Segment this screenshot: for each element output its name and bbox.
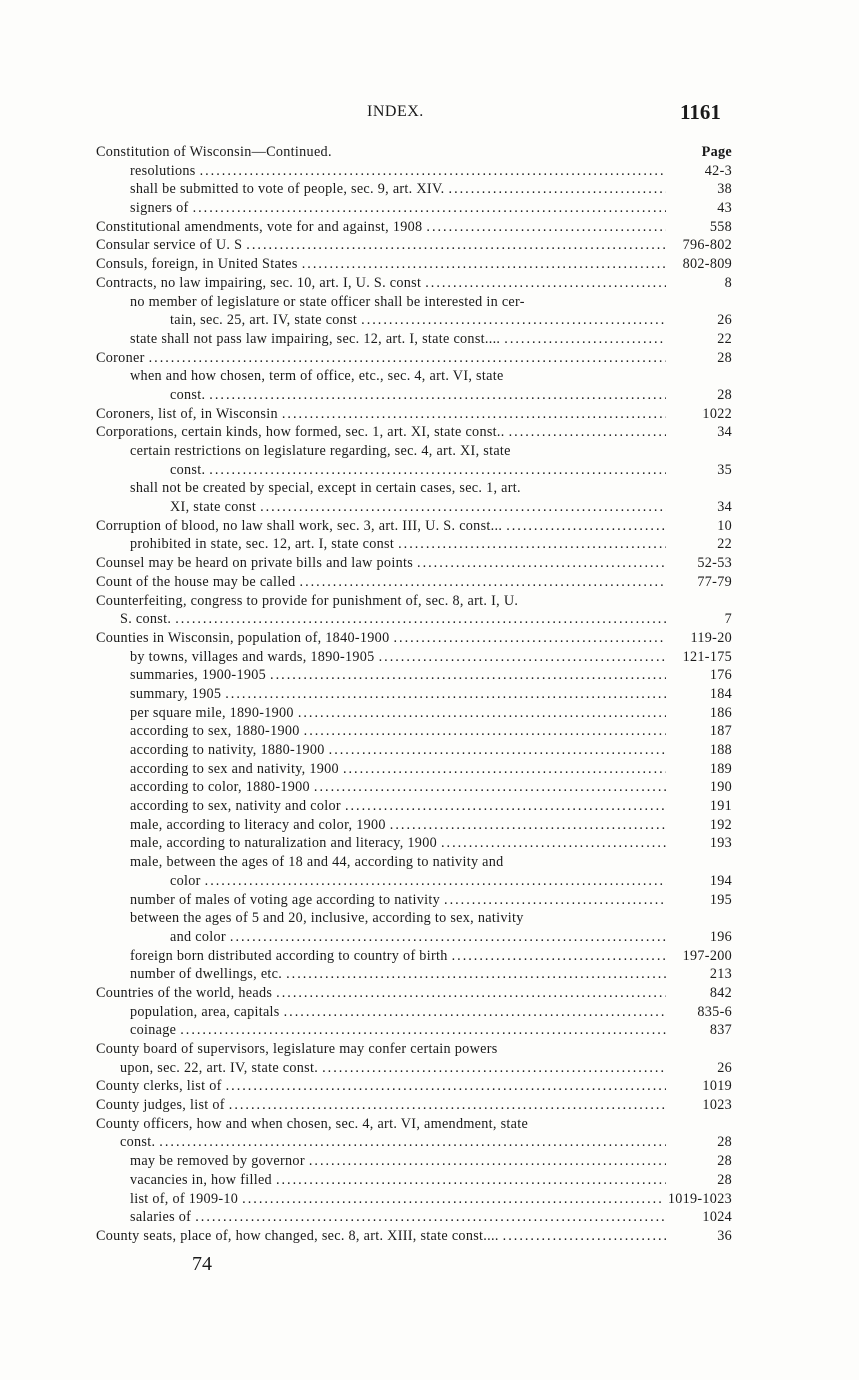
dot-leader: [504, 330, 666, 349]
entry-text: Counterfeiting, congress to provide for punishment of, sec. 8, art. I, U.: [96, 592, 519, 609]
index-entry-line: [96, 442, 732, 461]
entry-page-ref: 26: [717, 1059, 732, 1076]
entry-text: Coroners, list of, in Wisconsin: [96, 405, 278, 422]
dot-leader: [175, 610, 666, 629]
index-entry-line: [96, 1040, 732, 1059]
index-entry: [96, 1171, 732, 1190]
dot-leader: [300, 573, 666, 592]
entry-text: Counsel may be heard on private bills and law points: [96, 555, 414, 572]
entry-text: Constitution of Wisconsin—Continued.: [96, 144, 332, 160]
entry-text: state shall not pass law impairing, sec. 12, art. I, state const....: [130, 330, 501, 347]
index-entry: [96, 274, 732, 293]
index-entry-line: [96, 535, 732, 554]
entry-text: Countries of the world, heads: [96, 984, 273, 1001]
index-entry: [96, 423, 732, 442]
index-entry-line: [96, 367, 732, 386]
index-entry: [96, 535, 732, 554]
index-entry: [96, 947, 732, 966]
entry-text: upon, sec. 22, art. IV, state const.: [120, 1059, 319, 1076]
dot-leader: [270, 666, 666, 685]
entry-text: may be removed by governor: [130, 1153, 305, 1170]
entry-page-ref: 835-6: [697, 1003, 732, 1020]
index-entry-line: [96, 573, 732, 592]
index-entry-line: [96, 778, 732, 797]
index-entry-line: [96, 592, 732, 611]
entry-page-ref: 842: [709, 984, 732, 1001]
dot-leader: [209, 386, 666, 405]
entry-text: Consular service of U. S: [96, 237, 243, 254]
index-entry-line: [96, 947, 732, 966]
entry-page-ref: 184: [709, 685, 732, 702]
entry-text: population, area, capitals: [130, 1003, 280, 1020]
entry-text: per square mile, 1890-1900: [130, 704, 294, 721]
dot-leader: [149, 349, 666, 368]
dot-leader: [209, 461, 666, 480]
entry-page-ref: 34: [717, 499, 732, 516]
index-entry: [96, 573, 732, 592]
index-entry-line: [96, 199, 732, 218]
index-entry: [96, 760, 732, 779]
index-entry-line: [96, 928, 732, 947]
dot-leader: [345, 797, 666, 816]
dot-leader: [441, 834, 666, 853]
entry-text: Contracts, no law impairing, sec. 10, art. I, U. S. const: [96, 274, 422, 291]
dot-leader: [286, 965, 666, 984]
entry-page-ref: 197-200: [682, 947, 732, 964]
entry-text: County judges, list of: [96, 1097, 225, 1114]
index-entry-line: [96, 1152, 732, 1171]
index-entry-line: [96, 797, 732, 816]
entry-text: shall not be created by special, except in certain cases, sec. 1, art.: [130, 480, 521, 497]
entry-text: Consuls, foreign, in United States: [96, 256, 298, 273]
index-entry: [96, 236, 732, 255]
index-entry-line: [96, 909, 732, 928]
entry-page-ref: 43: [717, 200, 732, 217]
index-entry: [96, 442, 732, 479]
entry-page-ref: 28: [717, 1134, 732, 1151]
index-entry: [96, 330, 732, 349]
dot-leader: [159, 1133, 666, 1152]
index-entry-line: [96, 162, 732, 181]
index-entry-line: [96, 648, 732, 667]
index-entry-line: [96, 1171, 732, 1190]
dot-leader: [444, 891, 666, 910]
index-entry: [96, 685, 732, 704]
entry-text: according to sex, 1880-1900: [130, 723, 300, 740]
index-entry-line: [96, 274, 732, 293]
entry-text: Corruption of blood, no law shall work, sec. 3, art. III, U. S. const...: [96, 517, 503, 534]
index-entry: [96, 143, 732, 162]
dot-leader: [229, 1096, 666, 1115]
index-entry: [96, 984, 732, 1003]
entry-page-ref: 192: [709, 816, 732, 833]
signature-mark: 74: [192, 1253, 212, 1275]
dot-leader: [322, 1059, 666, 1078]
dot-leader: [329, 741, 666, 760]
entry-text: vacancies in, how filled: [130, 1171, 272, 1188]
index-entry: [96, 1190, 732, 1209]
dot-leader: [284, 1003, 666, 1022]
entry-page-ref: 22: [717, 330, 732, 347]
index-entry: [96, 722, 732, 741]
index-entry: [96, 629, 732, 648]
index-entry: [96, 1208, 732, 1227]
index-entry: [96, 349, 732, 368]
index-entry: [96, 199, 732, 218]
index-entry: [96, 1040, 732, 1077]
entry-page-ref: 796-802: [682, 237, 732, 254]
entry-text: XI, state const: [170, 499, 257, 516]
entry-page-ref: 194: [709, 872, 732, 889]
entry-page-ref: 188: [709, 742, 732, 758]
index-entry-line: [96, 1208, 732, 1227]
index-entry-line: [96, 498, 732, 517]
dot-leader: [205, 872, 666, 891]
entry-text: signers of: [130, 200, 189, 217]
index-entry-line: [96, 741, 732, 760]
index-entry-line: [96, 1077, 732, 1096]
entry-page-ref: 190: [709, 779, 732, 796]
entry-text: shall be submitted to vote of people, sec. 9, art. XIV.: [130, 181, 445, 198]
entry-page-ref: 196: [709, 928, 732, 945]
entry-text: Coroner: [96, 349, 145, 366]
index-entry-line: [96, 405, 732, 424]
index-entry-line: [96, 180, 732, 199]
index-entry-line: [96, 629, 732, 648]
index-entry-line: [96, 1096, 732, 1115]
index-entry: [96, 891, 732, 910]
index-entry: [96, 592, 732, 629]
dot-leader: [452, 947, 666, 966]
index-entry: [96, 367, 732, 404]
entry-text: by towns, villages and wards, 1890-1905: [130, 648, 375, 665]
entry-page-ref: 28: [717, 349, 732, 366]
entry-text: County clerks, list of: [96, 1078, 222, 1095]
dot-leader: [230, 928, 666, 947]
entry-text: list of, of 1909-10: [130, 1190, 239, 1207]
dot-leader: [276, 984, 666, 1003]
entry-text: male, according to literacy and color, 1900: [130, 816, 386, 833]
dot-leader: [180, 1021, 666, 1040]
index-entry-line: [96, 722, 732, 741]
dot-leader: [390, 816, 666, 835]
dot-leader: [503, 1227, 666, 1246]
entry-page-ref: 213: [709, 966, 732, 983]
dot-leader: [242, 1190, 664, 1209]
entry-page-ref: 28: [717, 1153, 732, 1170]
entry-page-ref: 28: [717, 1171, 732, 1188]
index-entry-line: [96, 423, 732, 442]
index-entry-line: [96, 760, 732, 779]
entry-text: certain restrictions on legislature regarding, sec. 4, art. XI, state: [130, 443, 511, 459]
index-entry-line: [96, 610, 732, 629]
index-entry: [96, 517, 732, 536]
index-entry-line: [96, 1059, 732, 1078]
index-entry: [96, 666, 732, 685]
dot-leader: [226, 1077, 666, 1096]
page-header: [0, 100, 859, 129]
entry-page-ref: 22: [717, 536, 732, 553]
index-entry: [96, 1115, 732, 1152]
index-entry-line: [96, 816, 732, 835]
entry-text: number of males of voting age according to nativity: [130, 891, 441, 908]
dot-leader: [246, 236, 666, 255]
entry-page-ref: 42-3: [704, 162, 732, 179]
running-title: INDEX.: [367, 103, 424, 120]
dot-leader: [298, 704, 666, 723]
index-entry-line: [96, 853, 732, 872]
dot-leader: [193, 199, 666, 218]
entry-page-ref: 77-79: [697, 573, 732, 590]
entry-page-ref: 195: [709, 891, 732, 908]
index-entry-line: [96, 1190, 732, 1209]
index-entry-line: [96, 143, 732, 162]
entry-page-ref: 7: [724, 611, 732, 628]
index-entry: [96, 834, 732, 853]
entry-page-ref: 10: [717, 517, 732, 534]
entry-text: salaries of: [130, 1209, 192, 1226]
dot-leader: [393, 629, 666, 648]
index-entry-line: [96, 1133, 732, 1152]
entry-page-ref: 38: [717, 181, 732, 198]
index-entry-line: [96, 255, 732, 274]
index-entry-line: [96, 1115, 732, 1134]
index-entry-line: [96, 1227, 732, 1246]
entry-text: County board of supervisors, legislature may confer certain powers: [96, 1041, 498, 1057]
index-entry: [96, 293, 732, 330]
index-entry: [96, 1077, 732, 1096]
entry-text: coinage: [130, 1022, 177, 1039]
index-entry: [96, 405, 732, 424]
index-entry: [96, 797, 732, 816]
index-entry-line: [96, 1003, 732, 1022]
entry-text: S. const.: [120, 611, 172, 628]
page-number: 1161: [680, 100, 721, 124]
entry-page-ref: 1019: [702, 1078, 732, 1095]
dot-leader: [379, 648, 666, 667]
index-entry: [96, 554, 732, 573]
dot-leader: [361, 311, 666, 330]
entry-text: between the ages of 5 and 20, inclusive, according to sex, nativity: [130, 910, 524, 927]
entry-text: Count of the house may be called: [96, 573, 296, 590]
index-entry-line: [96, 517, 732, 536]
entry-text: County seats, place of, how changed, sec. 8, art. XIII, state const....: [96, 1227, 499, 1244]
dot-leader: [426, 218, 666, 237]
index-entry: [96, 180, 732, 199]
entry-page-ref: 193: [709, 835, 732, 852]
index-entry: [96, 1152, 732, 1171]
entry-page-ref: 121-175: [682, 648, 732, 665]
entry-text: according to color, 1880-1900: [130, 779, 310, 796]
index-entry: [96, 778, 732, 797]
entry-page-ref: 8: [724, 274, 732, 291]
dot-leader: [276, 1171, 666, 1190]
index-entry: [96, 648, 732, 667]
index-entry: [96, 909, 732, 946]
entry-text: resolutions: [130, 162, 196, 179]
index-entry-line: [96, 891, 732, 910]
page-column-label: Page: [701, 144, 732, 160]
entry-page-ref: 187: [709, 723, 732, 740]
dot-leader: [200, 162, 666, 181]
entry-text: male, between the ages of 18 and 44, according to nativity and: [130, 854, 504, 871]
entry-text: tain, sec. 25, art. IV, state const: [170, 312, 358, 329]
index-entry-line: [96, 349, 732, 368]
dot-leader: [425, 274, 666, 293]
index-entry-line: [96, 704, 732, 723]
index-entry-line: [96, 1021, 732, 1040]
dot-leader: [309, 1152, 666, 1171]
entry-page-ref: 1024: [702, 1209, 732, 1226]
index-entry: [96, 853, 732, 890]
index-entry: [96, 965, 732, 984]
index-entry-line: [96, 479, 732, 498]
dot-leader: [304, 722, 666, 741]
index-entry: [96, 704, 732, 723]
dot-leader: [282, 405, 666, 424]
entry-text: when and how chosen, term of office, etc., sec. 4, art. VI, state: [130, 368, 504, 385]
index-entry: [96, 162, 732, 181]
index-entry-line: [96, 218, 732, 237]
index-entry-line: [96, 685, 732, 704]
entry-text: Counties in Wisconsin, population of, 1840-1900: [96, 629, 390, 646]
index-entry-line: [96, 666, 732, 685]
entry-text: according to sex and nativity, 1900: [130, 760, 339, 777]
entry-page-ref: 176: [709, 667, 732, 684]
entry-text: County officers, how and when chosen, sec. 4, art. VI, amendment, state: [96, 1115, 529, 1132]
index-entry: [96, 255, 732, 274]
entry-page-ref: 35: [717, 461, 732, 478]
entry-page-ref: 1022: [702, 405, 732, 422]
entry-page-ref: 558: [709, 218, 732, 235]
entry-page-ref: 28: [717, 386, 732, 403]
dot-leader: [506, 517, 666, 536]
entry-text: const.: [120, 1134, 156, 1151]
entry-page-ref: 119-20: [690, 629, 732, 646]
dot-leader: [195, 1208, 666, 1227]
entry-page-ref: 1019-1023: [667, 1190, 732, 1207]
index-entry-line: [96, 236, 732, 255]
entry-text: Corporations, certain kinds, how formed, sec. 1, art. XI, state const..: [96, 424, 505, 441]
index-entry-line: [96, 293, 732, 312]
index-entry-line: [96, 311, 732, 330]
entry-text: according to nativity, 1880-1900: [130, 742, 325, 758]
entry-page-ref: 52-53: [697, 555, 732, 572]
entry-page-ref: 191: [709, 798, 732, 815]
index-entry: [96, 741, 732, 760]
index-entry-line: [96, 386, 732, 405]
entry-text: Constitutional amendments, vote for and against, 1908: [96, 218, 423, 235]
entry-page-ref: 189: [709, 760, 732, 777]
dot-leader: [417, 554, 666, 573]
index-entry-line: [96, 984, 732, 1003]
entry-text: summaries, 1900-1905: [130, 667, 267, 684]
dot-leader: [225, 685, 666, 704]
entry-text: no member of legislature or state officer shall be interested in cer-: [130, 293, 525, 310]
entry-text: number of dwellings, etc.: [130, 966, 283, 983]
entry-text: and color: [170, 928, 226, 945]
index-entry-line: [96, 554, 732, 573]
entry-page-ref: 34: [717, 424, 732, 441]
entry-text: color: [170, 872, 201, 889]
dot-leader: [260, 498, 666, 517]
entry-text: male, according to naturalization and literacy, 1900: [130, 835, 437, 852]
index-entry: [96, 1003, 732, 1022]
entry-page-ref: 26: [717, 312, 732, 329]
index-entry: [96, 218, 732, 237]
entry-text: foreign born distributed according to country of birth: [130, 947, 448, 964]
dot-leader: [398, 535, 666, 554]
index-entries: [96, 143, 732, 1246]
index-entry: [96, 479, 732, 516]
entry-text: summary, 1905: [130, 685, 222, 702]
dot-leader: [509, 423, 666, 442]
entry-text: according to sex, nativity and color: [130, 798, 341, 815]
dot-leader: [449, 180, 666, 199]
index-entry-line: [96, 461, 732, 480]
dot-leader: [314, 778, 666, 797]
entry-text: prohibited in state, sec. 12, art. I, state const: [130, 536, 395, 553]
index-entry: [96, 816, 732, 835]
entry-page-ref: 1023: [702, 1097, 732, 1114]
entry-page-ref: 186: [709, 704, 732, 721]
index-entry-line: [96, 834, 732, 853]
index-entry-line: [96, 330, 732, 349]
index-entry: [96, 1021, 732, 1040]
dot-leader: [343, 760, 666, 779]
index-entry-line: [96, 872, 732, 891]
index-entry: [96, 1096, 732, 1115]
entry-text: const.: [170, 386, 206, 403]
entry-page-ref: 802-809: [682, 256, 732, 273]
entry-page-ref: 837: [709, 1022, 732, 1039]
entry-page-ref: 36: [717, 1227, 732, 1244]
index-entry: [96, 1227, 732, 1246]
entry-text: const.: [170, 461, 206, 478]
index-entry-line: [96, 965, 732, 984]
dot-leader: [302, 255, 666, 274]
